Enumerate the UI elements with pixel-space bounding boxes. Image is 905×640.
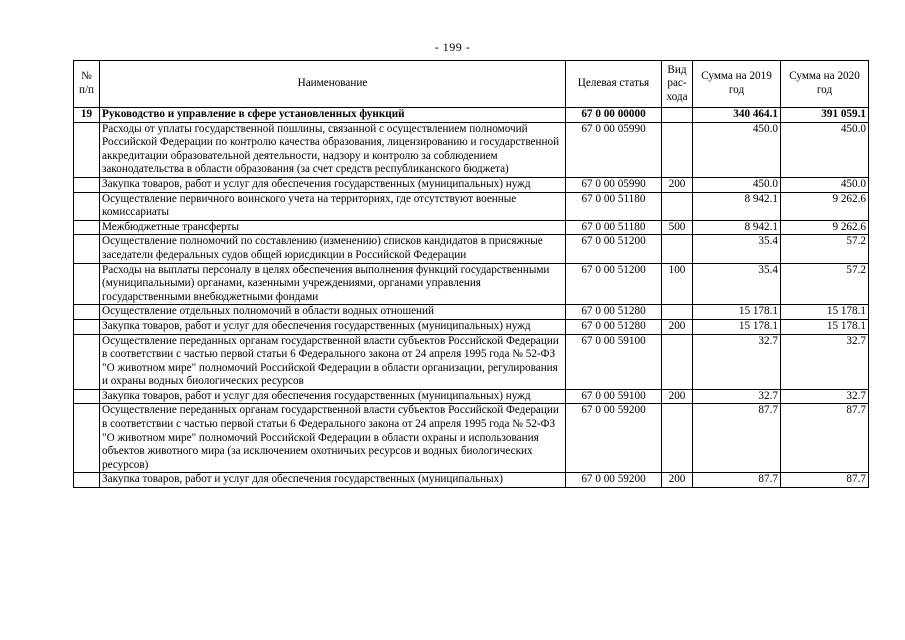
row-code-cell: 67 0 00 51180 bbox=[566, 192, 662, 220]
row-type-cell: 200 bbox=[662, 319, 693, 334]
row-name-cell: Закупка товаров, работ и услуг для обеспечения государственных (муниципальных) bbox=[100, 473, 566, 488]
row-code-cell: 67 0 00 59200 bbox=[566, 404, 662, 473]
row-sum-2020-cell: 87.7 bbox=[781, 404, 869, 473]
row-sum-2020-cell: 57.2 bbox=[781, 263, 869, 305]
row-code-cell: 67 0 00 51200 bbox=[566, 235, 662, 263]
table-row bbox=[74, 263, 869, 305]
row-number-cell bbox=[74, 473, 100, 488]
header-sum-2020: Сумма на 2020 год bbox=[781, 61, 869, 108]
row-name-cell: Расходы от уплаты государственной пошлины, связанной с осуществлением полномочий Российской Федерации по контролю качества образования, лицензированию и государственной аккредитации образовательной деятельности, надзору и контролю за соблюдением законодательства в области образования (за счет средств республиканского бюджета) bbox=[100, 122, 566, 177]
row-number-cell bbox=[74, 263, 100, 305]
table-row bbox=[74, 319, 869, 334]
row-name-cell: Руководство и управление в сфере установленных функций bbox=[100, 108, 566, 123]
row-code-cell: 67 0 00 05990 bbox=[566, 122, 662, 177]
table-header-row bbox=[74, 61, 869, 108]
page-number: - 199 - bbox=[434, 40, 471, 54]
row-sum-2020-cell: 450.0 bbox=[781, 177, 869, 192]
header-num: № п/п bbox=[74, 61, 100, 108]
row-type-cell: 200 bbox=[662, 473, 693, 488]
row-sum-2020-cell: 391 059.1 bbox=[781, 108, 869, 123]
row-number-cell bbox=[74, 192, 100, 220]
row-type-cell: 500 bbox=[662, 220, 693, 235]
row-number-cell bbox=[74, 235, 100, 263]
row-sum-2019-cell: 8 942.1 bbox=[693, 220, 781, 235]
row-number-cell bbox=[74, 404, 100, 473]
row-sum-2020-cell: 450.0 bbox=[781, 122, 869, 177]
row-type-cell: 200 bbox=[662, 389, 693, 404]
row-code-cell: 67 0 00 00000 bbox=[566, 108, 662, 123]
row-type-cell: 100 bbox=[662, 263, 693, 305]
row-sum-2020-cell: 32.7 bbox=[781, 334, 869, 389]
row-name-cell: Расходы на выплаты персоналу в целях обеспечения выполнения функций государственными (муниципальными) органами, казенными учреждениями, органами управления государственными внебюджетными фондами bbox=[100, 263, 566, 305]
table-row bbox=[74, 220, 869, 235]
table-row bbox=[74, 334, 869, 389]
table-row bbox=[74, 404, 869, 473]
row-code-cell: 67 0 00 51180 bbox=[566, 220, 662, 235]
table-row bbox=[74, 235, 869, 263]
table-body bbox=[74, 108, 869, 488]
row-name-cell: Закупка товаров, работ и услуг для обеспечения государственных (муниципальных) нужд bbox=[100, 389, 566, 404]
row-number-cell bbox=[74, 305, 100, 320]
row-name-cell: Закупка товаров, работ и услуг для обеспечения государственных (муниципальных) нужд bbox=[100, 319, 566, 334]
row-number-cell bbox=[74, 334, 100, 389]
row-type-cell bbox=[662, 305, 693, 320]
budget-table bbox=[73, 60, 869, 488]
table-row bbox=[74, 473, 869, 488]
row-code-cell: 67 0 00 59100 bbox=[566, 389, 662, 404]
row-sum-2020-cell: 15 178.1 bbox=[781, 319, 869, 334]
row-sum-2020-cell: 9 262.6 bbox=[781, 220, 869, 235]
row-number-cell bbox=[74, 177, 100, 192]
row-sum-2019-cell: 87.7 bbox=[693, 404, 781, 473]
row-sum-2019-cell: 32.7 bbox=[693, 334, 781, 389]
row-sum-2020-cell: 87.7 bbox=[781, 473, 869, 488]
row-name-cell: Осуществление отдельных полномочий в области водных отношений bbox=[100, 305, 566, 320]
table-row bbox=[74, 108, 869, 123]
row-code-cell: 67 0 00 51200 bbox=[566, 263, 662, 305]
row-code-cell: 67 0 00 51280 bbox=[566, 305, 662, 320]
row-name-cell: Осуществление переданных органам государственной власти субъектов Российской Федерации в соответствии с частью первой статьи 6 Федерального закона от 24 апреля 1995 года № 52-ФЗ "О животном мире" полномочий Российской Федерации в области организации, регулирования и охраны водных биологических ресурсов bbox=[100, 334, 566, 389]
row-sum-2019-cell: 340 464.1 bbox=[693, 108, 781, 123]
table-row bbox=[74, 389, 869, 404]
row-number-cell bbox=[74, 319, 100, 334]
row-type-cell bbox=[662, 108, 693, 123]
row-name-cell: Межбюджетные трансферты bbox=[100, 220, 566, 235]
table-row bbox=[74, 122, 869, 177]
row-name-cell: Осуществление переданных органам государственной власти субъектов Российской Федерации в соответствии с частью первой статьи 6 Федерального закона от 24 апреля 1995 года № 52-ФЗ "О животном мире" полномочий Российской Федерации в области охраны и использования объектов животного мира (за исключением охотничьих ресурсов и водных биологических ресурсов) bbox=[100, 404, 566, 473]
row-sum-2019-cell: 450.0 bbox=[693, 177, 781, 192]
row-type-cell bbox=[662, 404, 693, 473]
row-code-cell: 67 0 00 59100 bbox=[566, 334, 662, 389]
table-row bbox=[74, 177, 869, 192]
row-type-cell: 200 bbox=[662, 177, 693, 192]
header-name: Наименование bbox=[100, 61, 566, 108]
row-number-cell bbox=[74, 389, 100, 404]
row-type-cell bbox=[662, 122, 693, 177]
row-sum-2019-cell: 35.4 bbox=[693, 235, 781, 263]
row-sum-2019-cell: 87.7 bbox=[693, 473, 781, 488]
row-sum-2020-cell: 15 178.1 bbox=[781, 305, 869, 320]
row-code-cell: 67 0 00 59200 bbox=[566, 473, 662, 488]
row-type-cell bbox=[662, 334, 693, 389]
row-sum-2020-cell: 9 262.6 bbox=[781, 192, 869, 220]
row-sum-2019-cell: 15 178.1 bbox=[693, 305, 781, 320]
row-sum-2019-cell: 35.4 bbox=[693, 263, 781, 305]
row-number-cell bbox=[74, 220, 100, 235]
row-type-cell bbox=[662, 192, 693, 220]
row-name-cell: Осуществление первичного воинского учета на территориях, где отсутствуют военные комиссариаты bbox=[100, 192, 566, 220]
header-code: Целевая статья bbox=[566, 61, 662, 108]
row-sum-2019-cell: 8 942.1 bbox=[693, 192, 781, 220]
table-row bbox=[74, 192, 869, 220]
row-name-cell: Осуществление полномочий по составлению (изменению) списков кандидатов в присяжные заседатели федеральных судов общей юрисдикции в Российской Федерации bbox=[100, 235, 566, 263]
row-sum-2019-cell: 32.7 bbox=[693, 389, 781, 404]
header-sum-2019: Сумма на 2019 год bbox=[693, 61, 781, 108]
row-sum-2020-cell: 57.2 bbox=[781, 235, 869, 263]
row-code-cell: 67 0 00 51280 bbox=[566, 319, 662, 334]
row-code-cell: 67 0 00 05990 bbox=[566, 177, 662, 192]
row-sum-2019-cell: 450.0 bbox=[693, 122, 781, 177]
row-number-cell: 19 bbox=[74, 108, 100, 123]
header-type: Вид рас-хода bbox=[662, 61, 693, 108]
table-row bbox=[74, 305, 869, 320]
row-type-cell bbox=[662, 235, 693, 263]
row-name-cell: Закупка товаров, работ и услуг для обеспечения государственных (муниципальных) нужд bbox=[100, 177, 566, 192]
row-number-cell bbox=[74, 122, 100, 177]
row-sum-2019-cell: 15 178.1 bbox=[693, 319, 781, 334]
row-sum-2020-cell: 32.7 bbox=[781, 389, 869, 404]
